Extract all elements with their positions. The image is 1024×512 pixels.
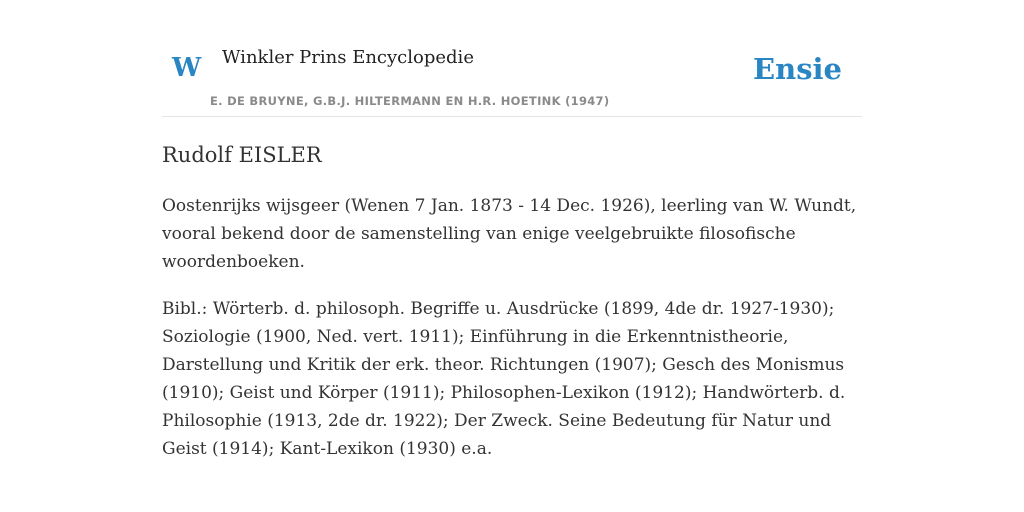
article-title: Rudolf EISLER [162,143,322,167]
article-bibliography: Bibl.: Wörterb. d. philosoph. Begriffe u. Ausdrücke (1899, 4de dr. 1927-1930); Soziologie (1900, Ned. vert. 1911); Einführung in die Erkenntnistheorie, Darstellung und Kritik der erk. theor. Richtungen (1907); Gesch des Monismus (1910); Geist und Körper (1911); Philosophen-Lexikon (1912); Handwörterb. d. Philosophie (1913, 2de dr. 1922); Der Zweck. Seine Bedeutung für Natur und Geist (1914); Kant-Lexikon (1930) e.a. [162,299,846,459]
book-authors: E. DE BRUYNE, G.B.J. HILTERMANN EN H.R. HOETINK (1947) [210,94,610,108]
header [162,0,862,117]
winkler-prins-logo[interactable]: W [172,53,202,83]
article [162,140,862,463]
ensie-logo-link[interactable]: Ensie [753,52,842,86]
article-description: Oostenrijks wijsgeer (Wenen 7 Jan. 1873 - 14 Dec. 1926), leerling van W. Wundt, vooral bekend door de samenstelling van enige veelgebruikte filosofische woordenboeken. [162,196,857,272]
book-title[interactable]: Winkler Prins Encyclopedie [222,47,474,68]
